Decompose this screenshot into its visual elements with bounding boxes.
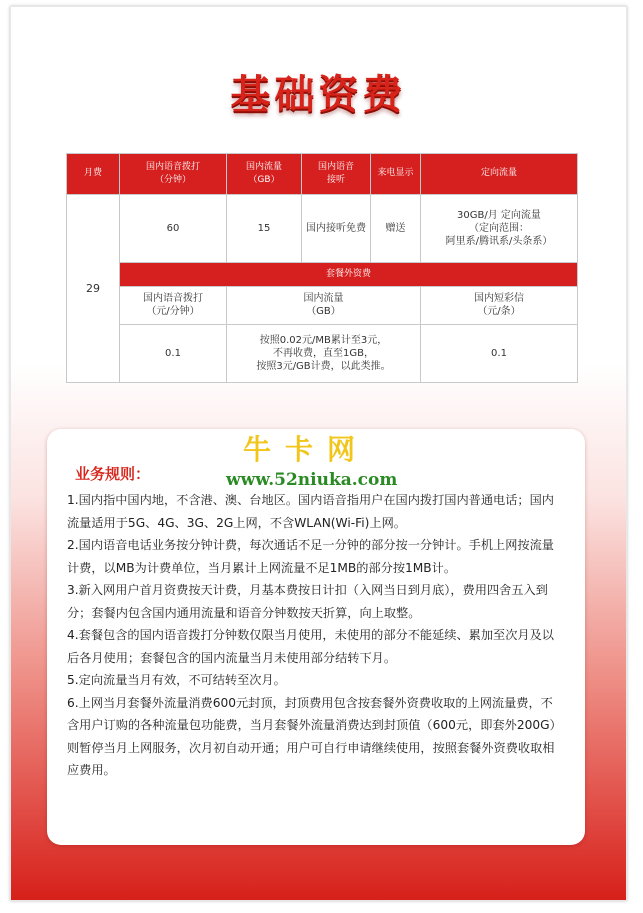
table-cell: 国内接听免费 xyxy=(302,194,371,263)
table-row xyxy=(67,324,578,382)
table-row xyxy=(67,287,578,324)
rules-body xyxy=(67,489,563,782)
table-header-row xyxy=(67,154,578,195)
rules-title: 业务规则： xyxy=(75,465,151,483)
table-cell: 赠送 xyxy=(371,194,421,263)
rule-item: 1.国内指中国内地，不含港、澳、台地区。国内语音指用户在国内拨打国内普通电话；国内流量适用于5G、4G、3G、2G上网，不含WLAN(Wi-Fi)上网。 xyxy=(67,493,554,530)
table-cell: 60 xyxy=(120,194,227,263)
rules-panel xyxy=(47,429,585,845)
table-cell: 按照0.02元/MB累计至3元， 不再收费，直至1GB， 按照3元/GB计费，以此类推。 xyxy=(227,324,421,382)
table-cell: 15 xyxy=(227,194,302,263)
fee-table xyxy=(66,153,578,383)
table-cell: 国内语音拨打 （元/分钟） xyxy=(120,287,227,324)
overage-title: 套餐外资费 xyxy=(120,263,578,287)
table-cell: 0.1 xyxy=(120,324,227,382)
header-cell: 定向流量 xyxy=(421,154,578,195)
table-cell: 国内流量 （GB） xyxy=(227,287,421,324)
table-cell: 国内短彩信 （元/条） xyxy=(421,287,578,324)
table-cell: 0.1 xyxy=(421,324,578,382)
header-cell: 来电显示 xyxy=(371,154,421,195)
rule-item: 4.套餐包含的国内语音拨打分钟数仅限当月使用，未使用的部分不能延续、累加至次月及以后各月使用；套餐包含的国内流量当月未使用部分结转下月。 xyxy=(67,628,554,665)
header-cell: 月费 xyxy=(67,154,120,195)
header-cell: 国内语音 接听 xyxy=(302,154,371,195)
rule-item: 3.新入网用户首月资费按天计费，月基本费按日计扣（入网当日到月底），费用四舍五入到分；套餐内包含国内通用流量和语音分钟数按天折算，向上取整。 xyxy=(67,583,548,620)
table-cell: 30GB/月 定向流量 （定向范围： 阿里系/腾讯系/头条系） xyxy=(421,194,578,263)
monthly-fee-cell: 29 xyxy=(67,194,120,382)
watermark-name: 牛卡网 xyxy=(243,433,370,466)
rule-item: 5.定向流量当月有效，不可结转至次月。 xyxy=(67,673,286,687)
overage-title-row xyxy=(67,263,578,287)
rule-item: 6.上网当月套餐外流量消费600元封顶，封顶费用包含按套餐外资费收取的上网流量费，不含用户订购的各种流量包功能费，当月套餐外流量消费达到封顶值（600元，即套外200G）则暂停当月上网服务，次月初自动开通；用户可自行申请继续使用，按照套餐外资费收取相应费用。 xyxy=(67,695,562,777)
table-row xyxy=(67,194,578,263)
header-cell: 国内流量 （GB） xyxy=(227,154,302,195)
watermark-url: www.52niuka.com xyxy=(226,470,398,490)
header-cell: 国内语音拨打 （分钟） xyxy=(120,154,227,195)
rule-item: 2.国内语音电话业务按分钟计费，每次通话不足一分钟的部分按一分钟计。手机上网按流量计费，以MB为计费单位，当月累计上网流量不足1MB的部分按1MB计。 xyxy=(67,538,554,575)
page-title: 基础资费 xyxy=(230,72,407,118)
